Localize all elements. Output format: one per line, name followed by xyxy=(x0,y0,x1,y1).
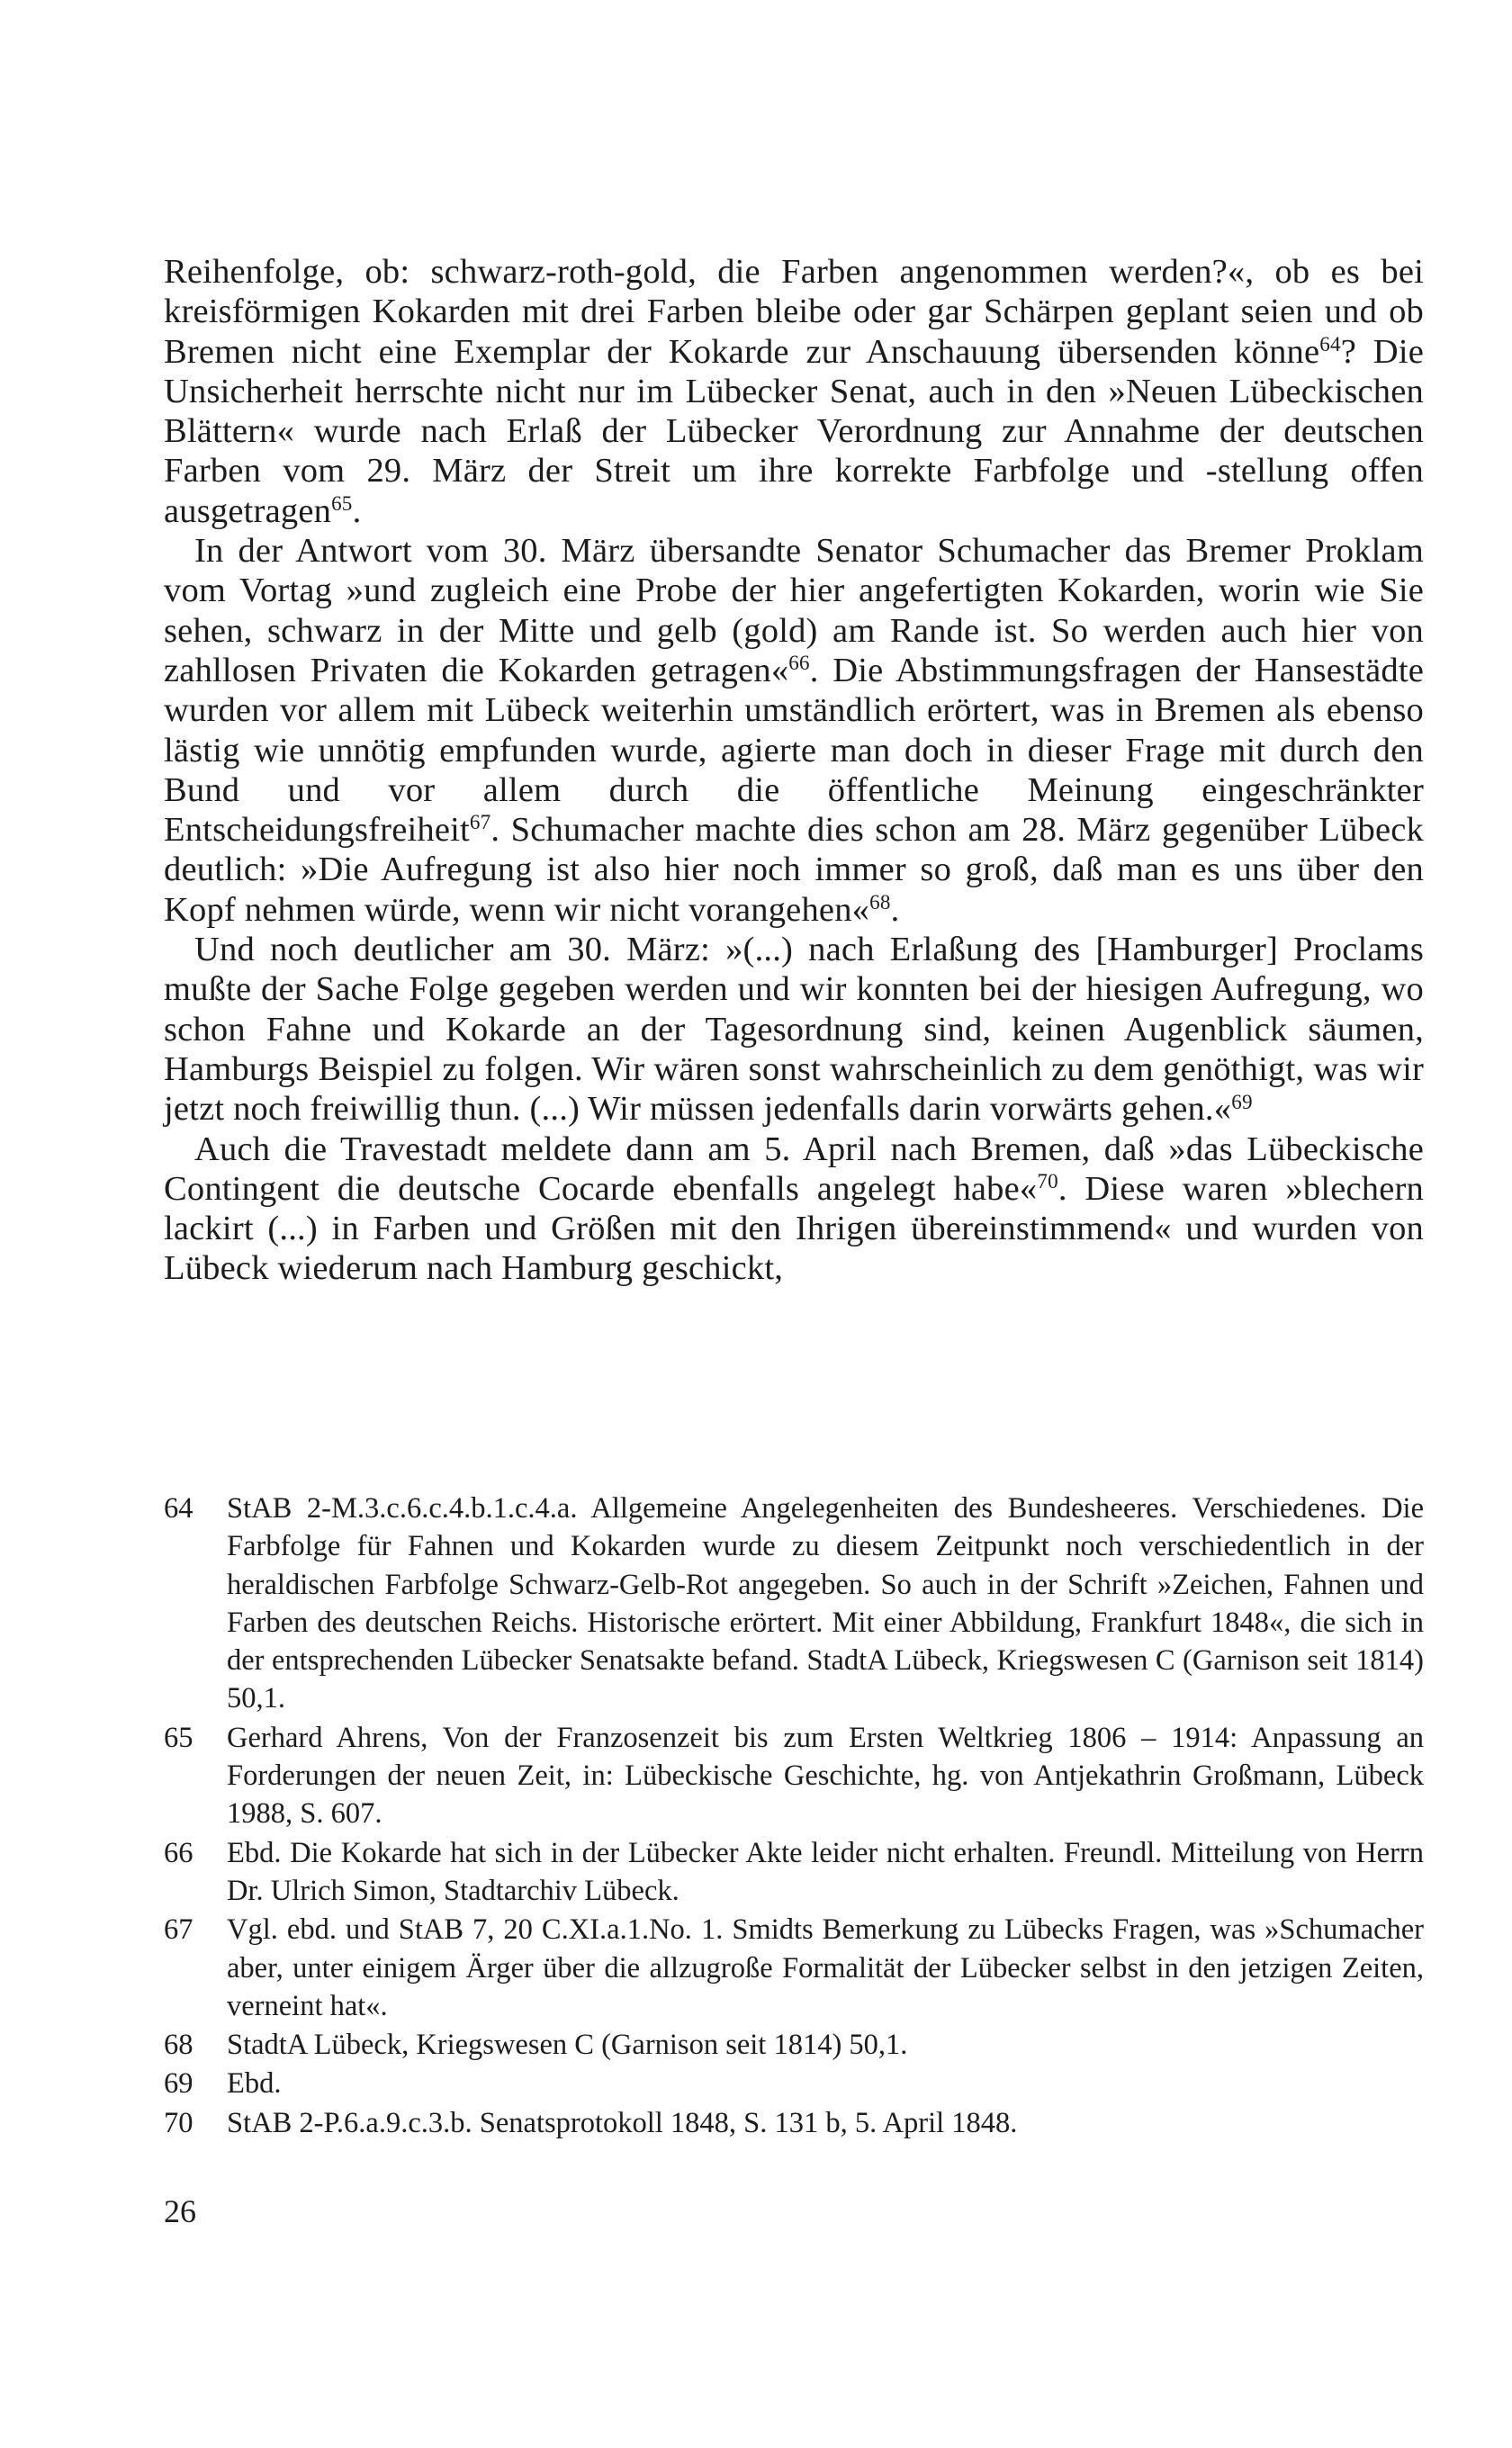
paragraph-3 xyxy=(164,930,1424,1129)
text-run: . Schumacher machte dies schon am 28. März gegenüber Lübeck deutlich: »Die Aufregung ist also hier noch immer so groß, daß man es uns über den Kopf nehmen würde, wenn wir nicht vorangehen« xyxy=(164,811,1424,929)
footnotes xyxy=(164,1490,1424,2142)
footnote-text: StadtA Lübeck, Kriegswesen C (Garnison seit 1814) 50,1. xyxy=(227,2029,908,2062)
footnote-number: 65 xyxy=(164,1721,194,1754)
footnote-ref: 64 xyxy=(1319,331,1341,356)
paragraph-1 xyxy=(164,252,1424,531)
footnote-number: 70 xyxy=(164,2106,194,2139)
text-run: . Die Abstimmungsfragen der Hansestädte wurden vor allem mit Lübeck weiterhin umständlich erörtert, was in Bremen als ebenso lästig wie unnötig empfunden wurde, agierte man doch in dieser Frage mit durch den Bund und vor allem durch die öffentliche Meinung eingeschränkter Entscheidungsfreiheit xyxy=(164,651,1425,850)
text-run: ? Die Unsicherheit herrschte nicht nur im Lübecker Senat, auch in den »Neuen Lübeckischen Blättern« wurde nach Erlaß der Lübecker Verordnung zur Annahme der deutschen Farben vom 29. März der Streit um ihre korrekte Farbfolge und -stellung offen ausgetragen xyxy=(164,332,1424,530)
footnote-number: 66 xyxy=(164,1836,194,1869)
footnote-number: 68 xyxy=(164,2029,194,2062)
text-run: In der Antwort vom 30. März übersandte Senator Schumacher das Bremer Proklam vom Vortag »und zugleich eine Probe der hier angefertigten Kokarden, worin wie Sie sehen, schwarz in der Mitte und gelb (gold) am Rande ist. So werden auch hier von zahllosen Privaten die Kokarden getragen« xyxy=(164,532,1424,689)
text-run: Reihenfolge, ob: schwarz-roth-gold, die Farben angenommen werden?«, ob es bei kreisförmigen Kokarden mit drei Farben bleibe oder gar Schärpen geplant seien und ob Bremen nicht eine Exemplar der Kokarde zur Anschauung übersenden könne xyxy=(164,253,1424,371)
footnote-ref: 68 xyxy=(869,890,891,914)
paragraph-4 xyxy=(164,1130,1424,1289)
footnote-66 xyxy=(164,1834,1424,1911)
footnote-number: 69 xyxy=(164,2067,194,2101)
footnote-65 xyxy=(164,1719,1424,1833)
main-text xyxy=(164,252,1424,1289)
text-run: . Diese waren »blechern lackirt (...) in Farben und Größen mit den Ihrigen übereinstimmend« und wurden von Lübeck wiederum nach Hamburg geschickt, xyxy=(164,1169,1424,1288)
paragraph-2 xyxy=(164,531,1424,930)
footnote-text: StAB 2-P.6.a.9.c.3.b. Senatsprotokoll 1848, S. 131 b, 5. April 1848. xyxy=(227,2106,1018,2139)
footnote-ref: 65 xyxy=(331,491,353,516)
footnote-ref: 67 xyxy=(469,810,491,834)
footnote-number: 64 xyxy=(164,1492,194,1525)
page-number: 26 xyxy=(164,2193,196,2229)
footnote-number: 67 xyxy=(164,1913,194,1947)
text-run: Auch die Travestadt meldete dann am 5. April nach Bremen, daß »das Lübeckische Contingent die deutsche Cocarde ebenfalls angelegt habe« xyxy=(164,1130,1424,1208)
footnote-ref: 69 xyxy=(1231,1089,1253,1113)
footnote-text: Vgl. ebd. und StAB 7, 20 C.XI.a.1.No. 1. Smidts Bemerkung zu Lübecks Fragen, was »Schumacher aber, unter einigem Ärger über die allzugroße Formalität der Lübecker selbst in den jetzigen Zeiten, verneint hat«. xyxy=(227,1913,1424,2022)
text-run: . xyxy=(352,491,362,530)
footnote-text: Gerhard Ahrens, Von der Franzosenzeit bis zum Ersten Weltkrieg 1806 – 1914: Anpassung an Forderungen der neuen Zeit, in: Lübeckische Geschichte, hg. von Antjekathrin Großmann, Lübeck 1988, S. 607. xyxy=(227,1721,1424,1831)
footnote-text: Ebd. xyxy=(227,2067,282,2101)
text-run: . xyxy=(890,890,900,929)
footnote-64 xyxy=(164,1490,1424,1718)
footnote-text: Ebd. Die Kokarde hat sich in der Lübecker Akte leider nicht erhalten. Freundl. Mitteilung von Herrn Dr. Ulrich Simon, Stadtarchiv Lübeck. xyxy=(227,1836,1424,1907)
footnote-ref: 70 xyxy=(1037,1169,1058,1193)
footnote-70 xyxy=(164,2104,1424,2142)
footnote-text: StAB 2-M.3.c.6.c.4.b.1.c.4.a. Allgemeine Angelegenheiten des Bundesheeres. Verschiedenes. Die Farbfolge für Fahnen und Kokarden wurde zu diesem Zeitpunkt noch verschiedentlich in der heraldischen Farbfolge Schwarz-Gelb-Rot angegeben. So auch in der Schrift »Zeichen, Fahnen und Farben des deutschen Reichs. Historische erörtert. Mit einer Abbildung, Frankfurt 1848«, die sich in der entsprechenden Lübecker Senatsakte befand. StadtA Lübeck, Kriegswesen C (Garnison seit 1814) 50,1. xyxy=(227,1492,1424,1715)
text-run: Und noch deutlicher am 30. März: »(...) nach Erlaßung des [Hamburger] Proclams mußte der Sache Folge gegeben werden und wir konnten bei der hiesigen Aufregung, wo schon Fahne und Kokarde an der Tagesordnung sind, keinen Augenblick säumen, Hamburgs Beispiel zu folgen. Wir wären sonst wahrscheinlich zu dem genöthigt, was wir jetzt noch freiwillig thun. (...) Wir müssen jedenfalls darin vorwärts gehen.« xyxy=(164,931,1424,1129)
footnote-69 xyxy=(164,2065,1424,2102)
footnote-67 xyxy=(164,1911,1424,2025)
footnote-68 xyxy=(164,2026,1424,2064)
footnote-ref: 66 xyxy=(788,651,810,675)
